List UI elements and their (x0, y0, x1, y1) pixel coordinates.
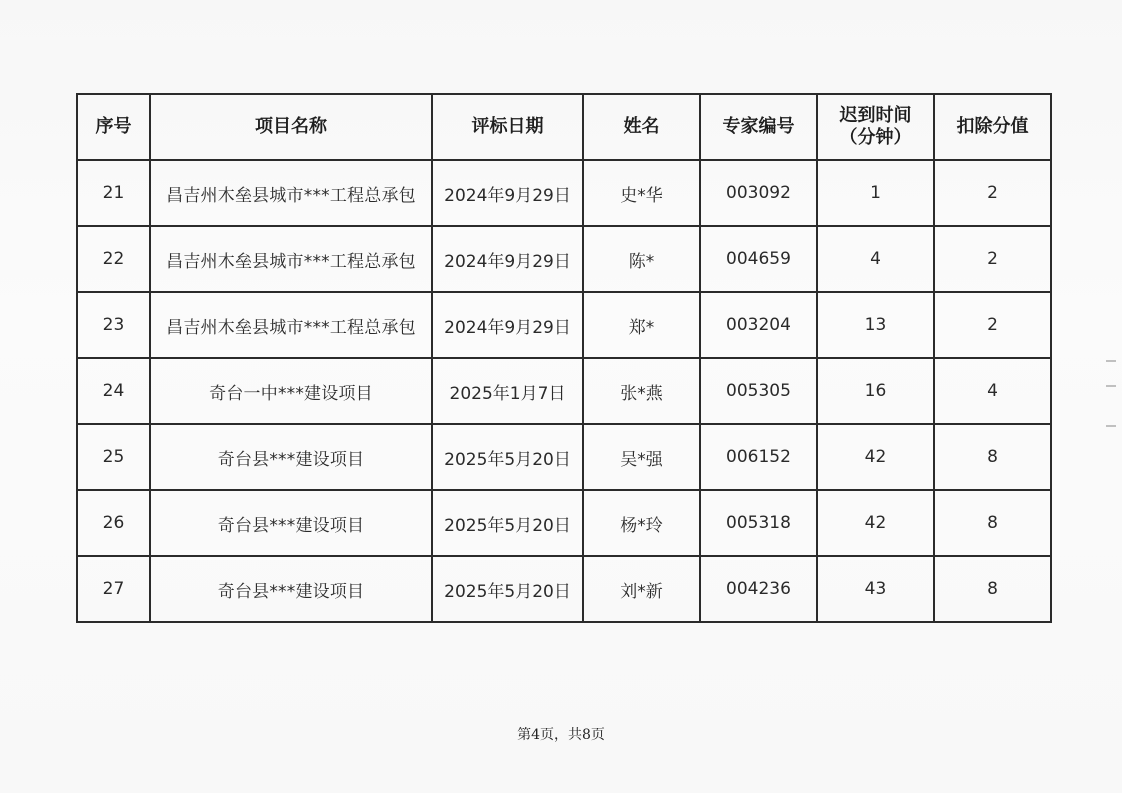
table-row (77, 226, 1051, 292)
cell-deduction: 4 (934, 358, 1051, 424)
cell-expert-id: 003204 (700, 292, 817, 358)
cell-late: 1 (817, 160, 934, 226)
cell-late: 43 (817, 556, 934, 622)
cell-late: 42 (817, 424, 934, 490)
late-expert-table (76, 93, 1052, 623)
cell-late: 42 (817, 490, 934, 556)
cell-date: 2024年9月29日 (432, 160, 583, 226)
header-late-line1: 迟到时间 (839, 105, 912, 126)
cell-deduction: 2 (934, 292, 1051, 358)
table-row (77, 490, 1051, 556)
cell-seq: 25 (77, 424, 150, 490)
cell-project: 奇台县***建设项目 (150, 424, 432, 490)
cell-expert-id: 005305 (700, 358, 817, 424)
cell-expert-id: 004236 (700, 556, 817, 622)
cell-project: 奇台一中***建设项目 (150, 358, 432, 424)
cell-date: 2025年5月20日 (432, 490, 583, 556)
cell-name: 郑* (583, 292, 700, 358)
cell-project: 奇台县***建设项目 (150, 556, 432, 622)
scan-artifact-mark (1106, 360, 1116, 362)
cell-late: 16 (817, 358, 934, 424)
header-late-minutes (817, 94, 934, 160)
cell-project: 昌吉州木垒县城市***工程总承包 (150, 160, 432, 226)
scan-artifact-mark (1106, 385, 1116, 387)
header-seq: 序号 (77, 94, 150, 160)
cell-date: 2025年5月20日 (432, 424, 583, 490)
scan-artifact-mark (1106, 425, 1116, 427)
cell-seq: 21 (77, 160, 150, 226)
cell-late: 4 (817, 226, 934, 292)
cell-seq: 27 (77, 556, 150, 622)
cell-seq: 22 (77, 226, 150, 292)
cell-seq: 26 (77, 490, 150, 556)
cell-project: 奇台县***建设项目 (150, 490, 432, 556)
page-number-footer: 第4页，共8页 (517, 727, 605, 743)
cell-name: 张*燕 (583, 358, 700, 424)
table-row (77, 556, 1051, 622)
cell-deduction: 8 (934, 556, 1051, 622)
cell-name: 吴*强 (583, 424, 700, 490)
cell-expert-id: 006152 (700, 424, 817, 490)
table-row (77, 292, 1051, 358)
cell-date: 2025年5月20日 (432, 556, 583, 622)
cell-deduction: 8 (934, 424, 1051, 490)
cell-seq: 24 (77, 358, 150, 424)
cell-deduction: 8 (934, 490, 1051, 556)
header-expert-id: 专家编号 (700, 94, 817, 160)
cell-project: 昌吉州木垒县城市***工程总承包 (150, 292, 432, 358)
cell-date: 2024年9月29日 (432, 226, 583, 292)
cell-name: 史*华 (583, 160, 700, 226)
cell-expert-id: 005318 (700, 490, 817, 556)
header-date: 评标日期 (432, 94, 583, 160)
cell-deduction: 2 (934, 160, 1051, 226)
cell-late: 13 (817, 292, 934, 358)
header-late-line2: （分钟） (839, 127, 912, 148)
cell-seq: 23 (77, 292, 150, 358)
cell-deduction: 2 (934, 226, 1051, 292)
header-project: 项目名称 (150, 94, 432, 160)
header-deduction: 扣除分值 (934, 94, 1051, 160)
cell-name: 杨*玲 (583, 490, 700, 556)
table-header-row (77, 94, 1051, 160)
table-row (77, 358, 1051, 424)
cell-date: 2024年9月29日 (432, 292, 583, 358)
table-row (77, 160, 1051, 226)
header-name: 姓名 (583, 94, 700, 160)
cell-name: 陈* (583, 226, 700, 292)
table-row (77, 424, 1051, 490)
cell-date: 2025年1月7日 (432, 358, 583, 424)
cell-name: 刘*新 (583, 556, 700, 622)
cell-project: 昌吉州木垒县城市***工程总承包 (150, 226, 432, 292)
cell-expert-id: 003092 (700, 160, 817, 226)
cell-expert-id: 004659 (700, 226, 817, 292)
